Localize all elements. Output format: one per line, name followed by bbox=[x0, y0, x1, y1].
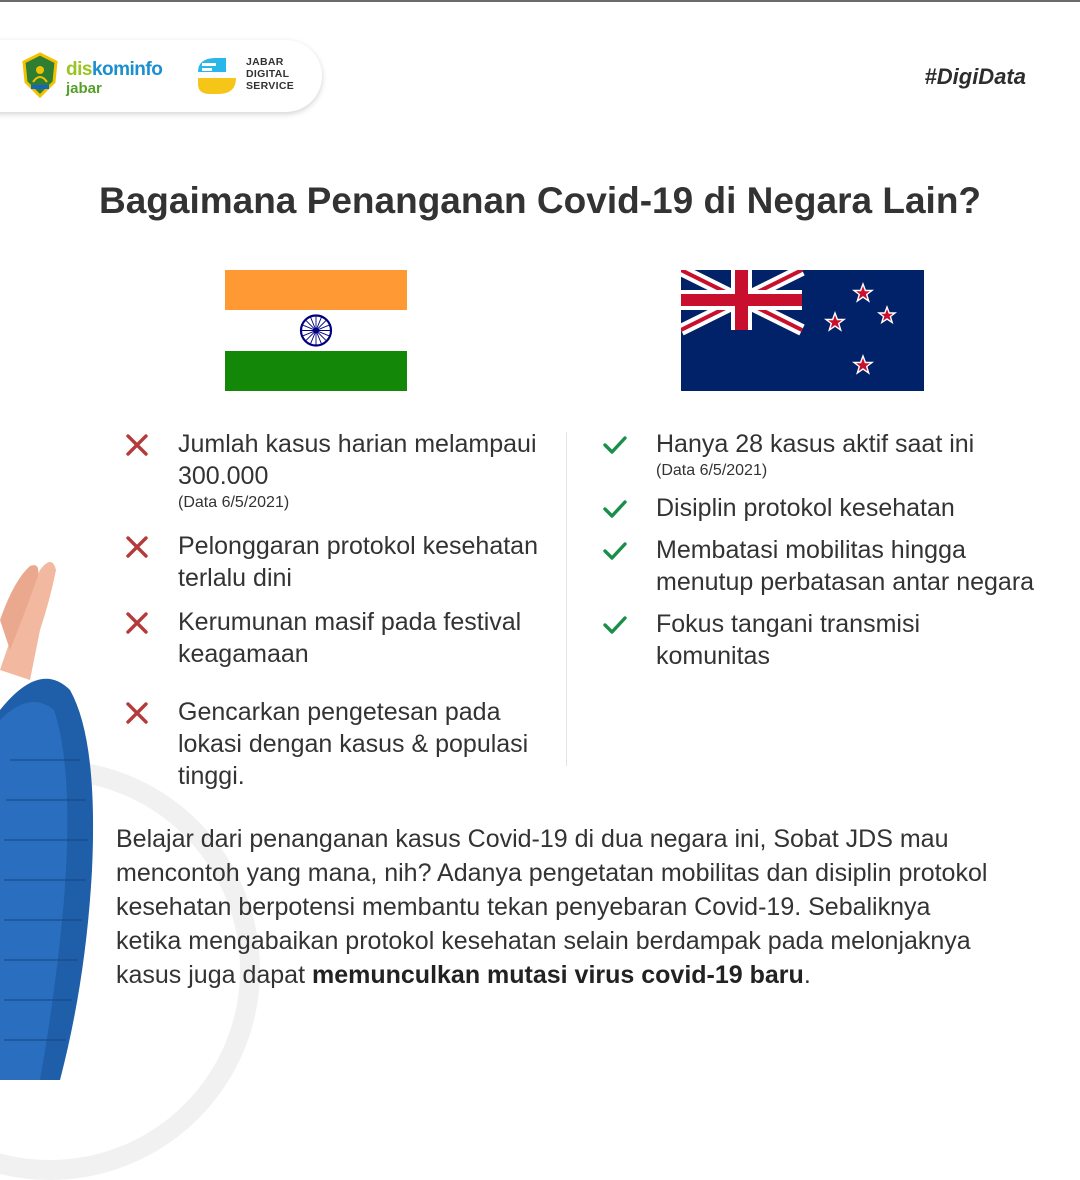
india-point-3 bbox=[120, 606, 560, 670]
diskominfo-di: dis bbox=[66, 59, 92, 80]
nz-point-1 bbox=[598, 428, 1038, 482]
india-point-1 bbox=[120, 428, 560, 514]
india-point-2-text: Pelonggaran protokol kesehatan terlalu dini bbox=[178, 532, 538, 592]
nz-point-4-text: Fokus tangani transmisi komunitas bbox=[656, 610, 921, 670]
jabar-crest-icon bbox=[21, 52, 59, 98]
body-bold-text: memunculkan mutasi virus covid-19 baru bbox=[311, 961, 804, 989]
nz-point-1-note: (Data 6/5/2021) bbox=[656, 462, 768, 479]
new-zealand-list bbox=[598, 428, 1038, 672]
cross-icon bbox=[124, 700, 150, 726]
india-list bbox=[120, 428, 560, 792]
top-border bbox=[0, 0, 1080, 2]
nz-point-3 bbox=[598, 534, 1038, 598]
jds-logo-text bbox=[246, 56, 294, 92]
cross-icon bbox=[124, 534, 150, 560]
person-illustration-icon bbox=[0, 540, 110, 1080]
column-divider bbox=[566, 432, 567, 766]
jds-logo-icon bbox=[196, 54, 238, 96]
page-title: Bagaimana Penanganan Covid-19 di Negara Lain? bbox=[98, 180, 982, 221]
india-point-1-text: Jumlah kasus harian melampaui 300.000 bbox=[178, 430, 537, 490]
jds-line2: DIGITAL bbox=[246, 68, 290, 80]
check-icon bbox=[602, 612, 628, 638]
check-icon bbox=[602, 538, 628, 564]
diskominfo-kom: kominfo bbox=[91, 59, 163, 80]
cross-icon bbox=[124, 610, 150, 636]
body-paragraph bbox=[116, 822, 996, 992]
body-end-text: . bbox=[803, 961, 811, 989]
india-point-4-text: Gencarkan pengetesan pada lokasi dengan kasus & populasi tinggi. bbox=[178, 698, 529, 790]
jds-line3: SERVICE bbox=[246, 80, 295, 92]
check-icon bbox=[602, 432, 628, 458]
nz-point-3-text: Membatasi mobilitas hingga menutup perbatasan antar negara bbox=[656, 536, 1035, 596]
diskominfo-logo bbox=[66, 60, 162, 96]
cross-icon bbox=[124, 432, 150, 458]
nz-point-1-text: Hanya 28 kasus aktif saat ini bbox=[656, 430, 975, 458]
india-point-2 bbox=[120, 530, 560, 594]
check-icon bbox=[602, 496, 628, 522]
india-flag-icon bbox=[225, 270, 407, 391]
nz-point-4 bbox=[598, 608, 1038, 672]
new-zealand-flag-icon bbox=[681, 270, 924, 391]
nz-point-2 bbox=[598, 492, 1038, 524]
hashtag: #DigiData bbox=[924, 64, 1026, 89]
india-point-1-note: (Data 6/5/2021) bbox=[178, 494, 290, 511]
jds-line1: JABAR bbox=[246, 56, 284, 68]
nz-point-2-text: Disiplin protokol kesehatan bbox=[656, 494, 955, 522]
india-point-4 bbox=[120, 696, 560, 792]
india-point-3-text: Kerumunan masif pada festival keagamaan bbox=[178, 608, 522, 668]
diskominfo-sub: jabar bbox=[66, 80, 102, 97]
body-regular-text: Belajar dari penanganan kasus Covid-19 di dua negara ini, Sobat JDS mau mencontoh yang mana, nih? Adanya pengetatan mobilitas dan disiplin protokol kesehatan berpotensi membantu tekan penyebaran Covid-19. Sebaliknya ketika mengabaikan protokol kesehatan selain berdampak pada melonjaknya kasus juga dapat bbox=[116, 825, 988, 989]
